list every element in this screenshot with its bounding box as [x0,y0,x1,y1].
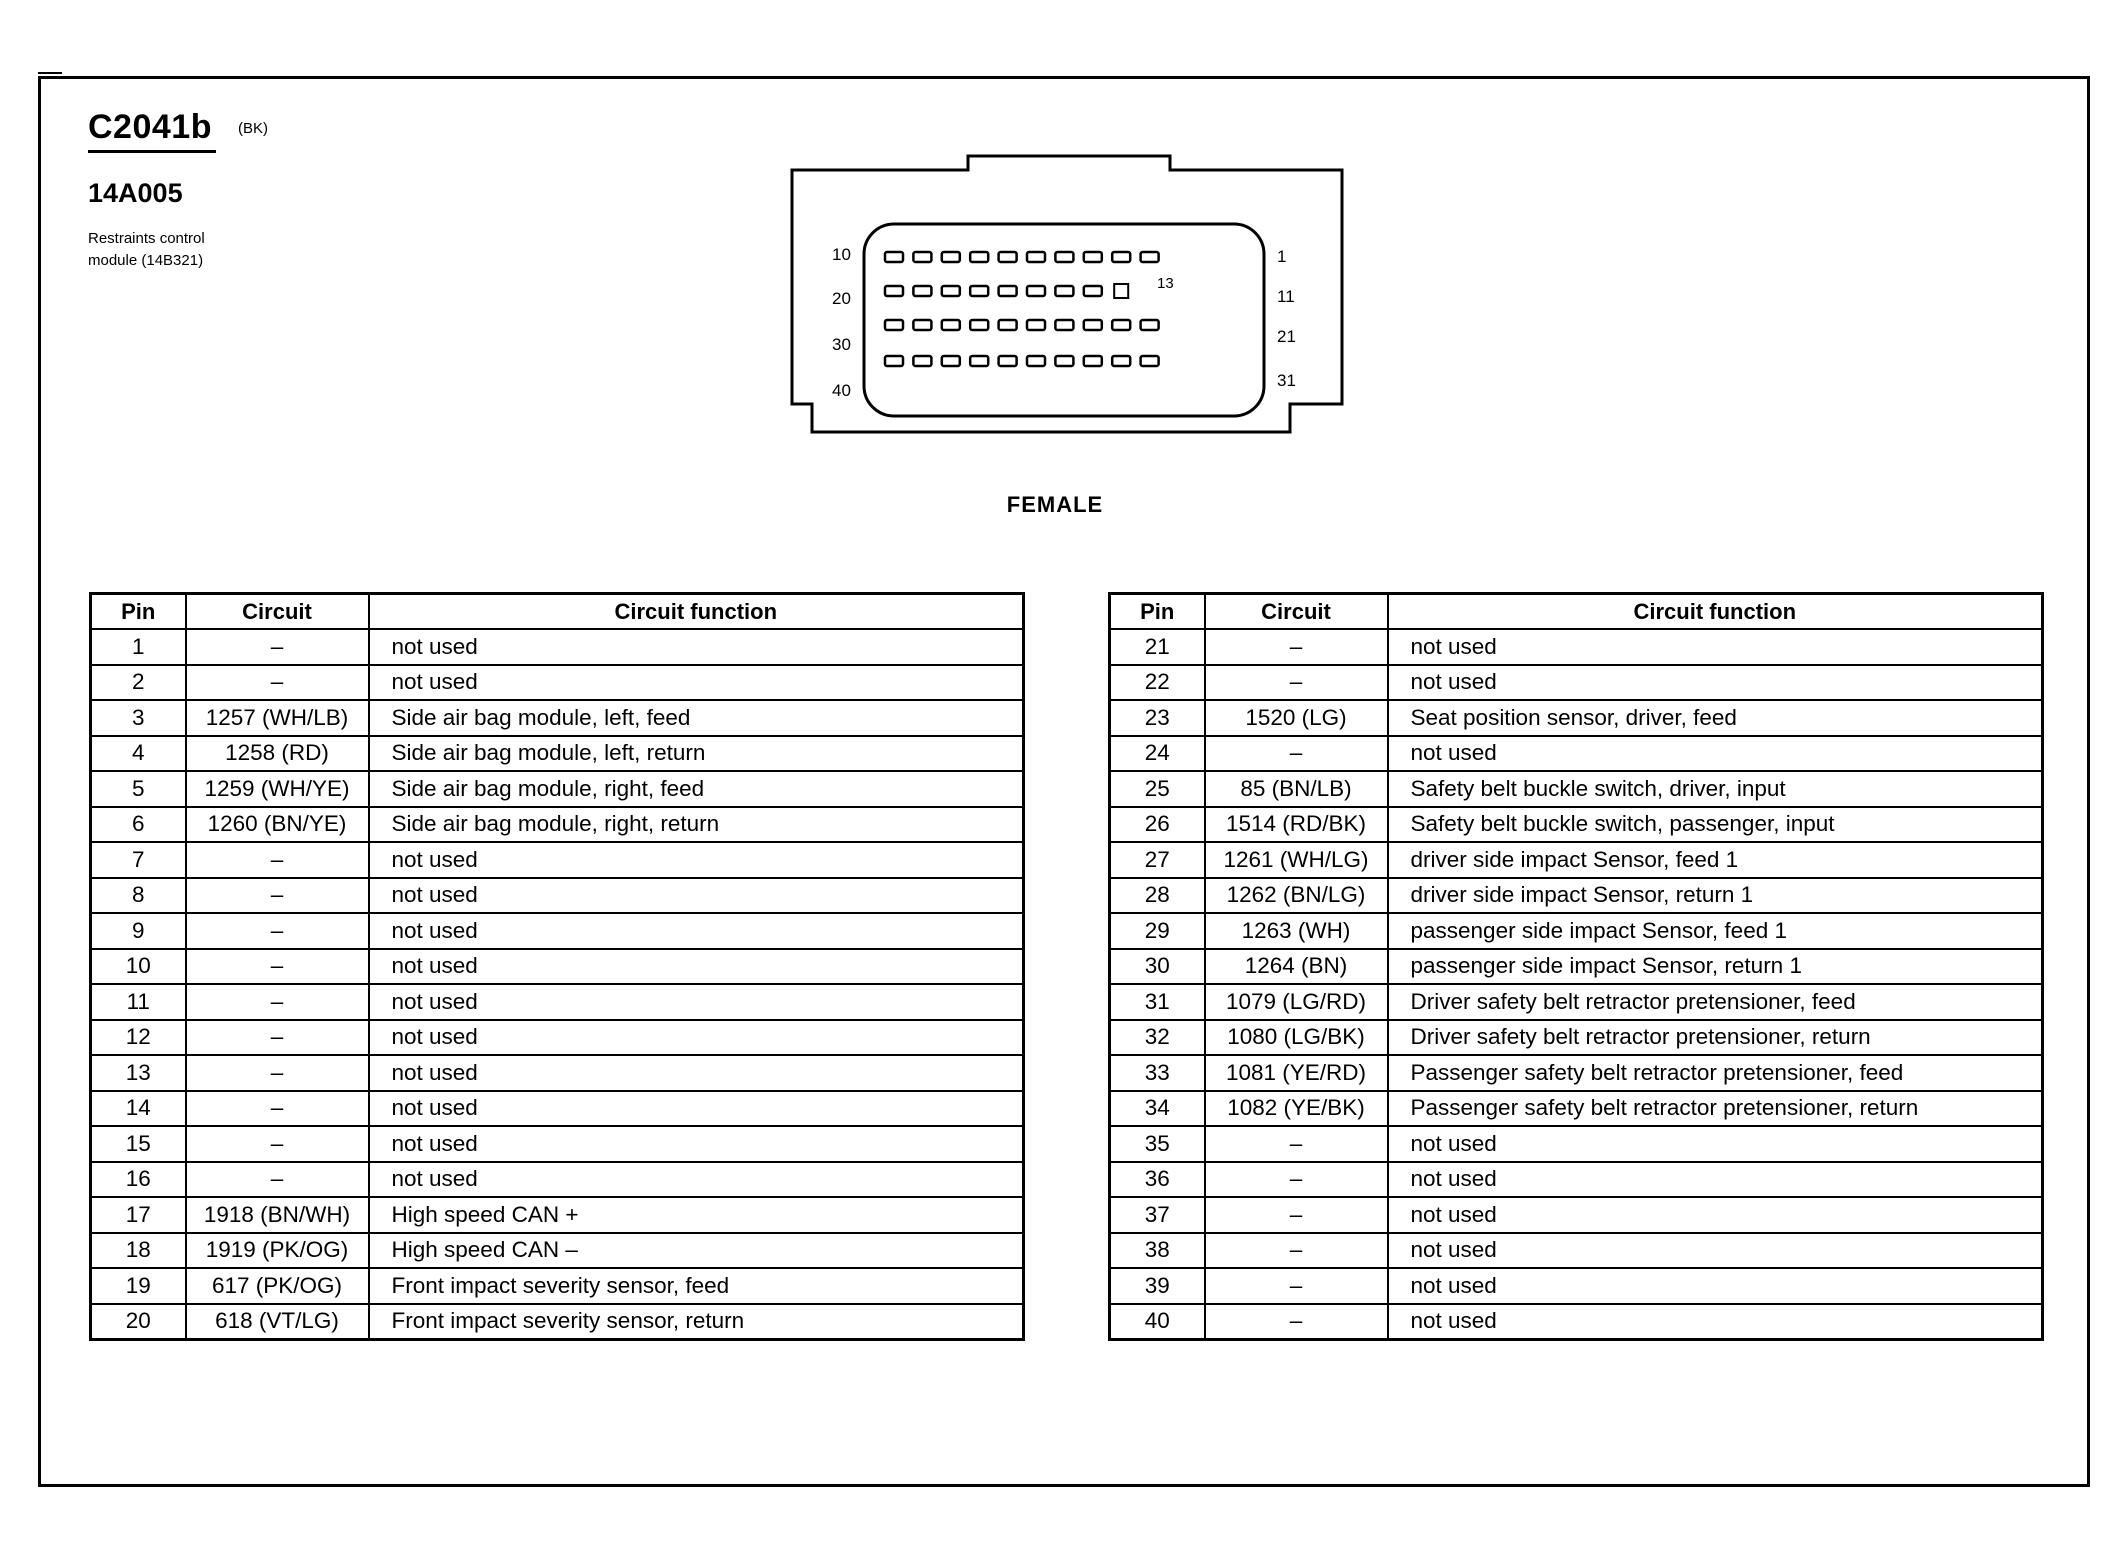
terminal-cavity [1112,320,1130,330]
description-line-1: Restraints control [88,230,205,247]
function-cell: Safety belt buckle switch, driver, input [1388,771,2043,807]
function-cell: not used [369,1091,1024,1127]
circuit-cell: 1079 (LG/RD) [1205,984,1388,1020]
table-row [91,1197,1024,1233]
table-row [1110,665,2043,701]
circuit-cell: – [186,913,369,949]
pin-cell: 10 [91,949,186,985]
table-row [1110,1268,2043,1304]
table-row [1110,878,2043,914]
circuit-cell: – [1205,1126,1388,1162]
terminal-cavity-13 [1114,284,1128,298]
function-cell: not used [369,665,1024,701]
pin-cell: 24 [1110,736,1205,772]
pin-cell: 20 [91,1304,186,1340]
circuit-cell: 1918 (BN/WH) [186,1197,369,1233]
function-cell: not used [1388,736,2043,772]
function-cell: not used [369,913,1024,949]
circuit-cell: – [186,878,369,914]
table-row [91,949,1024,985]
function-cell: not used [369,1055,1024,1091]
terminal-cavity [1055,356,1073,366]
pin-cell: 39 [1110,1268,1205,1304]
function-cell: not used [369,984,1024,1020]
pin-label-13: 13 [1157,275,1174,292]
function-cell: Passenger safety belt retractor pretensioner, feed [1388,1055,2043,1091]
table-row [1110,1020,2043,1056]
terminal-cavity [942,356,960,366]
function-cell: not used [1388,1126,2043,1162]
table-row [1110,949,2043,985]
circuit-cell: – [186,1055,369,1091]
function-cell: passenger side impact Sensor, return 1 [1388,949,2043,985]
pin-cell: 2 [91,665,186,701]
function-cell: not used [1388,629,2043,665]
circuit-cell: – [186,1091,369,1127]
pin-table-left [89,592,1025,1341]
function-cell: not used [1388,665,2043,701]
pin-label-10: 10 [832,245,851,264]
header-circuit: Circuit [1205,594,1388,630]
pin-cell: 33 [1110,1055,1205,1091]
table-row [1110,913,2043,949]
terminal-cavity [1055,320,1073,330]
terminal-cavity [970,356,988,366]
pin-label-20: 20 [832,289,851,308]
terminal-cavity [1084,286,1102,296]
header-function: Circuit function [369,594,1024,630]
circuit-cell: – [186,984,369,1020]
table-row [91,984,1024,1020]
table-row [1110,629,2043,665]
circuit-cell: 1514 (RD/BK) [1205,807,1388,843]
function-cell: driver side impact Sensor, return 1 [1388,878,2043,914]
terminal-cavity [885,320,903,330]
function-cell: Side air bag module, right, return [369,807,1024,843]
pin-cell: 26 [1110,807,1205,843]
pin-cell: 34 [1110,1091,1205,1127]
circuit-cell: – [186,842,369,878]
pin-cell: 12 [91,1020,186,1056]
table-row [91,736,1024,772]
function-cell: Driver safety belt retractor pretensioner, feed [1388,984,2043,1020]
table-row [91,1020,1024,1056]
function-cell: not used [369,629,1024,665]
circuit-cell: 1082 (YE/BK) [1205,1091,1388,1127]
terminal-cavity [1112,252,1130,262]
table-row [91,1126,1024,1162]
terminal-cavity [1084,252,1102,262]
table-row [91,1162,1024,1198]
terminal-cavity [1027,286,1045,296]
table-row [1110,771,2043,807]
terminal-cavity [1084,320,1102,330]
terminal-grid [885,252,1159,366]
pin-cell: 21 [1110,629,1205,665]
pin-cell: 31 [1110,984,1205,1020]
connector-face-diagram [780,148,1350,468]
pin-cell: 38 [1110,1233,1205,1269]
table-row [91,700,1024,736]
function-cell: High speed CAN – [369,1233,1024,1269]
table-row [91,878,1024,914]
pin-cell: 6 [91,807,186,843]
part-number: 14A005 [88,178,183,208]
pin-label-1: 1 [1277,247,1287,266]
circuit-cell: 1262 (BN/LG) [1205,878,1388,914]
pin-cell: 40 [1110,1304,1205,1340]
table-row [91,1233,1024,1269]
terminal-cavity [942,252,960,262]
terminal-cavity [885,286,903,296]
function-cell: not used [1388,1304,2043,1340]
circuit-cell: – [1205,1162,1388,1198]
pin-label-31: 31 [1277,371,1296,390]
circuit-cell: – [1205,629,1388,665]
function-cell: not used [369,1126,1024,1162]
pin-label-40: 40 [832,381,851,400]
corner-mark [38,72,62,74]
table-row [91,1304,1024,1340]
function-cell: Side air bag module, left, feed [369,700,1024,736]
terminal-cavity [999,320,1017,330]
pin-cell: 35 [1110,1126,1205,1162]
pin-cell: 15 [91,1126,186,1162]
circuit-cell: – [1205,1268,1388,1304]
pin-cell: 1 [91,629,186,665]
terminal-cavity [885,252,903,262]
circuit-cell: 1258 (RD) [186,736,369,772]
table-header-row [1110,594,2043,630]
pin-cell: 25 [1110,771,1205,807]
circuit-cell: – [186,629,369,665]
table-row [91,1055,1024,1091]
pin-cell: 22 [1110,665,1205,701]
function-cell: Safety belt buckle switch, passenger, input [1388,807,2043,843]
table-row [91,913,1024,949]
function-cell: not used [369,878,1024,914]
terminal-cavity [1112,356,1130,366]
function-cell: Side air bag module, right, feed [369,771,1024,807]
pin-cell: 4 [91,736,186,772]
terminal-cavity [1027,320,1045,330]
terminal-cavity [999,286,1017,296]
pin-cell: 5 [91,771,186,807]
terminal-cavity [913,320,931,330]
circuit-cell: 1919 (PK/OG) [186,1233,369,1269]
terminal-cavity [1027,252,1045,262]
function-cell: Seat position sensor, driver, feed [1388,700,2043,736]
table-row [91,1091,1024,1127]
function-cell: not used [369,949,1024,985]
function-cell: Passenger safety belt retractor pretensioner, return [1388,1091,2043,1127]
pin-cell: 27 [1110,842,1205,878]
circuit-cell: 1261 (WH/LG) [1205,842,1388,878]
circuit-cell: 1081 (YE/RD) [1205,1055,1388,1091]
description-line-2: module (14B321) [88,252,204,269]
circuit-cell: – [186,1162,369,1198]
circuit-cell: 85 (BN/LB) [1205,771,1388,807]
circuit-cell: 1257 (WH/LB) [186,700,369,736]
pin-cell: 9 [91,913,186,949]
circuit-cell: 618 (VT/LG) [186,1304,369,1340]
table-row [1110,1091,2043,1127]
pin-cell: 37 [1110,1197,1205,1233]
terminal-cavity [1084,356,1102,366]
circuit-cell: 617 (PK/OG) [186,1268,369,1304]
pin-cell: 8 [91,878,186,914]
function-cell: High speed CAN + [369,1197,1024,1233]
function-cell: not used [1388,1197,2043,1233]
pin-cell: 7 [91,842,186,878]
connector-id: C2041b [88,108,212,146]
terminal-cavity [1141,356,1159,366]
circuit-cell: – [1205,736,1388,772]
pin-cell: 28 [1110,878,1205,914]
function-cell: not used [369,842,1024,878]
function-cell: Side air bag module, left, return [369,736,1024,772]
connector-housing-outline [792,156,1342,432]
table-row [91,629,1024,665]
table-row [1110,736,2043,772]
terminal-cavity [1141,320,1159,330]
pin-cell: 11 [91,984,186,1020]
pin-cell: 30 [1110,949,1205,985]
function-cell: not used [1388,1268,2043,1304]
terminal-cavity [1055,286,1073,296]
terminal-cavity [1055,252,1073,262]
terminal-cavity [970,320,988,330]
circuit-cell: 1259 (WH/YE) [186,771,369,807]
terminal-cavity [1027,356,1045,366]
terminal-cavity [942,320,960,330]
pin-cell: 16 [91,1162,186,1198]
pin-cell: 14 [91,1091,186,1127]
pin-cell: 18 [91,1233,186,1269]
table-row [91,807,1024,843]
terminal-cavity [970,286,988,296]
function-cell: driver side impact Sensor, feed 1 [1388,842,2043,878]
pin-cell: 23 [1110,700,1205,736]
header-circuit: Circuit [186,594,369,630]
table-row [1110,700,2043,736]
function-cell: not used [1388,1162,2043,1198]
pin-cell: 29 [1110,913,1205,949]
terminal-cavity [913,286,931,296]
function-cell: not used [369,1020,1024,1056]
pin-cell: 13 [91,1055,186,1091]
circuit-cell: – [1205,1304,1388,1340]
circuit-cell: 1263 (WH) [1205,913,1388,949]
connector-description [88,228,308,272]
pin-cell: 36 [1110,1162,1205,1198]
table-row [91,1268,1024,1304]
circuit-cell: 1520 (LG) [1205,700,1388,736]
function-cell: passenger side impact Sensor, feed 1 [1388,913,2043,949]
terminal-cavity [1141,252,1159,262]
circuit-cell: – [1205,1233,1388,1269]
header-function: Circuit function [1388,594,2043,630]
table-row [1110,1126,2043,1162]
circuit-cell: – [186,665,369,701]
table-row [91,771,1024,807]
function-cell: Front impact severity sensor, return [369,1304,1024,1340]
pin-cell: 17 [91,1197,186,1233]
connector-color: (BK) [238,120,268,137]
pin-cell: 32 [1110,1020,1205,1056]
function-cell: not used [369,1162,1024,1198]
pin-label-11: 11 [1277,287,1295,306]
connector-id-underline [88,150,216,153]
function-cell: Front impact severity sensor, feed [369,1268,1024,1304]
table-row [1110,1162,2043,1198]
terminal-cavity [999,356,1017,366]
circuit-cell: – [186,1126,369,1162]
circuit-cell: – [186,949,369,985]
pin-cell: 3 [91,700,186,736]
circuit-cell: – [1205,1197,1388,1233]
pin-label-30: 30 [832,335,851,354]
header-pin: Pin [1110,594,1205,630]
connector-gender: FEMALE [1006,492,1104,517]
header-pin: Pin [91,594,186,630]
terminal-cavity [942,286,960,296]
circuit-cell: 1260 (BN/YE) [186,807,369,843]
table-row [1110,807,2043,843]
table-row [1110,1055,2043,1091]
terminal-cavity [913,252,931,262]
terminal-cavity [885,356,903,366]
terminal-cavity [913,356,931,366]
table-row [1110,1197,2043,1233]
circuit-cell: – [1205,665,1388,701]
circuit-cell: 1264 (BN) [1205,949,1388,985]
table-row [1110,984,2043,1020]
circuit-cell: – [186,1020,369,1056]
terminal-cavity [999,252,1017,262]
circuit-cell: 1080 (LG/BK) [1205,1020,1388,1056]
pin-cell: 19 [91,1268,186,1304]
table-row [91,842,1024,878]
pin-label-21: 21 [1277,327,1296,346]
table-row [1110,842,2043,878]
table-row [91,665,1024,701]
table-row [1110,1233,2043,1269]
function-cell: not used [1388,1233,2043,1269]
terminal-cavity [970,252,988,262]
table-header-row [91,594,1024,630]
pin-table-right [1108,592,2044,1341]
function-cell: Driver safety belt retractor pretensioner, return [1388,1020,2043,1056]
table-row [1110,1304,2043,1340]
